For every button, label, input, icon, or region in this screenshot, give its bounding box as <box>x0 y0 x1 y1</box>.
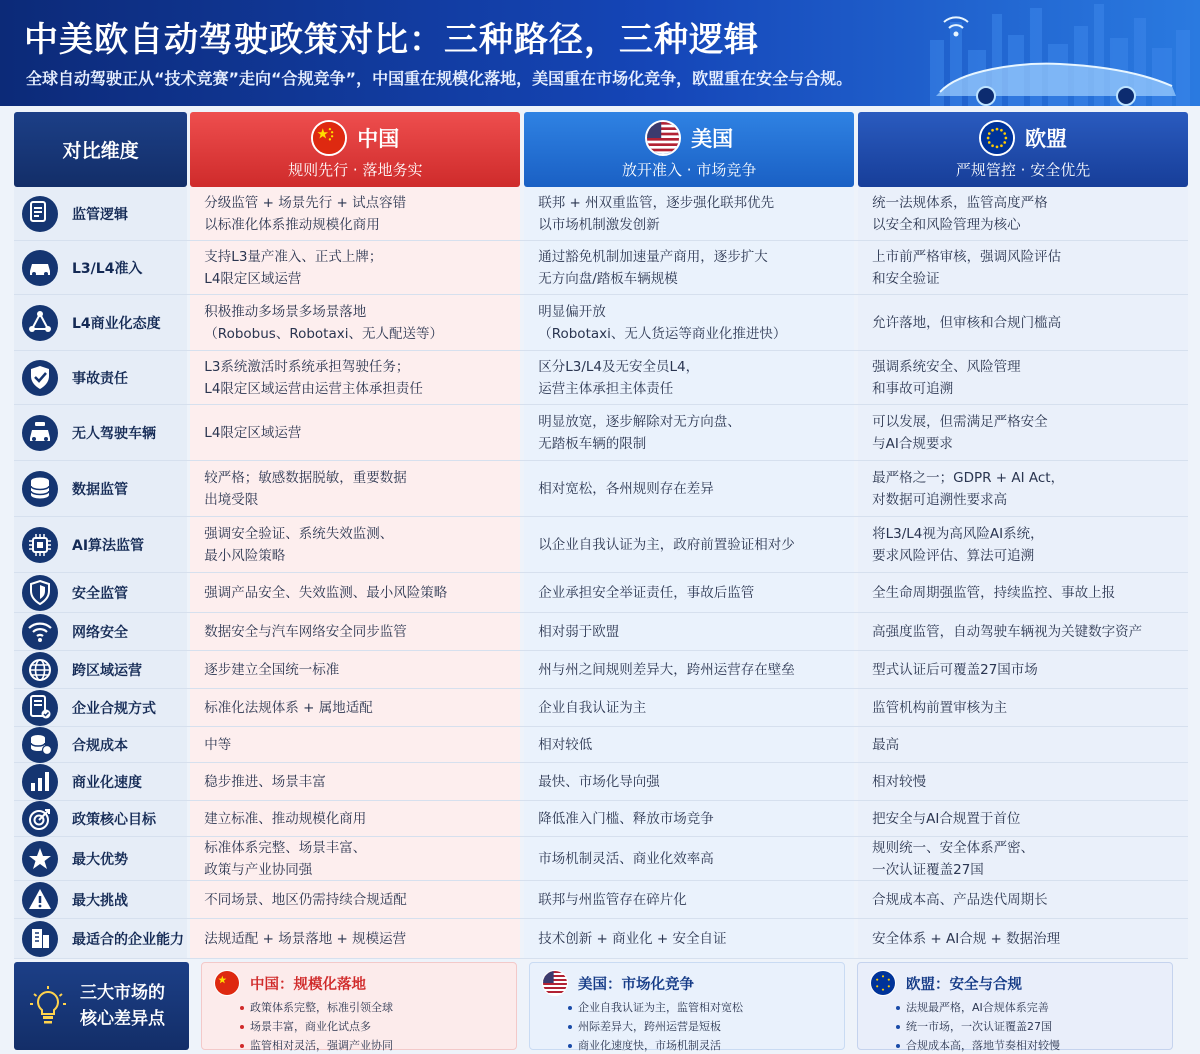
eu-cell: 将L3/L4视为高风险AI系统， 要求风险评估、算法可追溯 <box>858 517 1188 572</box>
table-header <box>14 112 1188 187</box>
dimension-label: L3/L4准入 <box>72 260 143 277</box>
dimension-label: L4商业化态度 <box>72 315 161 332</box>
table-row <box>14 689 1188 727</box>
table-row <box>14 837 1188 881</box>
eu-header <box>858 112 1188 187</box>
table-row <box>14 573 1188 613</box>
eu-cell: 全生命周期强监管，持续监控、事故上报 <box>858 573 1188 612</box>
usa-cell: 联邦 + 州双重监管，逐步强化联邦优先 以市场机制激发创新 <box>524 187 854 240</box>
dimension-label: 无人驾驶车辆 <box>72 425 156 442</box>
summary-heading-box <box>14 962 189 1050</box>
eu-cell: 把安全与AI合规置于首位 <box>858 801 1188 836</box>
eu-cell: 最严格之一；GDPR + AI Act， 对数据可追溯性要求高 <box>858 461 1188 516</box>
warning-icon <box>22 882 58 918</box>
dimension-cell <box>14 613 187 650</box>
building-icon <box>22 921 58 957</box>
table-row <box>14 651 1188 689</box>
china-cell: 分级监管 + 场景先行 + 试点容错 以标准化体系推动规模化商用 <box>190 187 520 240</box>
dimension-label: 事故责任 <box>72 370 128 387</box>
eu-cell: 规则统一、安全体系严密、 一次认证覆盖27国 <box>858 837 1188 880</box>
dimension-label: 合规成本 <box>72 737 128 754</box>
title-banner <box>0 0 1200 106</box>
china-cell: 建立标准、推动规模化商用 <box>190 801 520 836</box>
eu-cell: 可以发展，但需满足严格安全 与AI合规要求 <box>858 405 1188 460</box>
usa-summary-point: 企业自我认证为主，监管相对宽松 <box>568 998 834 1017</box>
summary-section <box>14 962 1188 1050</box>
dimension-cell <box>14 763 187 800</box>
star-icon <box>22 841 58 877</box>
eu-cell: 相对较慢 <box>858 763 1188 800</box>
usa-label: 美国 <box>691 126 734 151</box>
database-icon <box>22 471 58 507</box>
china-cell: 中等 <box>190 727 520 762</box>
dimension-cell <box>14 837 187 880</box>
china-summary-point: 监管相对灵活，强调产业协同 <box>240 1036 506 1054</box>
usa-cell: 市场机制灵活、商业化效率高 <box>524 837 854 880</box>
china-header <box>190 112 520 187</box>
summary-heading: 三大市场的 核心差异点 <box>80 983 165 1029</box>
china-cell: 法规适配 + 场景落地 + 规模运营 <box>190 919 520 958</box>
eu-flag-icon <box>979 120 1015 156</box>
dimension-label: 监管逻辑 <box>72 206 128 223</box>
china-cell: 支持L3量产准入、正式上牌； L4限定区域运营 <box>190 241 520 294</box>
usa-cell: 以企业自我认证为主，政府前置验证相对少 <box>524 517 854 572</box>
eu-summary-point: 合规成本高，落地节奏相对较慢 <box>896 1036 1162 1054</box>
dimension-label: 政策核心目标 <box>72 811 156 828</box>
bar-chart-icon <box>22 764 58 800</box>
table-row <box>14 351 1188 405</box>
dimension-cell <box>14 689 187 726</box>
usa-summary-point: 商业化速度快，市场机制灵活 <box>568 1036 834 1054</box>
dimension-cell <box>14 295 187 350</box>
usa-cell: 州与州之间规则差异大，跨州运营存在壁垒 <box>524 651 854 688</box>
dimension-cell <box>14 727 187 762</box>
eu-summary-title: 欧盟：安全与合规 <box>906 976 1022 993</box>
target-icon <box>22 801 58 837</box>
dimension-label: 商业化速度 <box>72 774 142 791</box>
dimension-cell <box>14 651 187 688</box>
china-cell: L3系统激活时系统承担驾驶任务； L4限定区域运营由运营主体承担责任 <box>190 351 520 404</box>
document-icon <box>22 196 58 232</box>
eu-cell: 上市前严格审核，强调风险评估 和安全验证 <box>858 241 1188 294</box>
china-flag-icon <box>214 970 240 996</box>
china-cell: 较严格；敏感数据脱敏，重要数据 出境受限 <box>190 461 520 516</box>
eu-flag-icon <box>870 970 896 996</box>
china-cell: 稳步推进、场景丰富 <box>190 763 520 800</box>
table-row <box>14 801 1188 837</box>
table-row <box>14 727 1188 763</box>
dimension-cell <box>14 919 187 958</box>
dimension-label: 数据监管 <box>72 481 128 498</box>
china-cell: 标准体系完整、场景丰富、 政策与产业协同强 <box>190 837 520 880</box>
driverless-car-icon <box>22 415 58 451</box>
page-title: 中美欧自动驾驶政策对比：三种路径，三种逻辑 <box>24 20 759 60</box>
dimension-cell <box>14 351 187 404</box>
usa-summary-point: 州际差异大，跨州运营是短板 <box>568 1017 834 1036</box>
eu-cell: 安全体系 + AI合规 + 数据治理 <box>858 919 1188 958</box>
usa-summary <box>529 962 845 1050</box>
usa-flag-icon <box>542 970 568 996</box>
china-cell: 逐步建立全国统一标准 <box>190 651 520 688</box>
china-summary-point: 政策体系完整，标准引领全球 <box>240 998 506 1017</box>
eu-summary-point: 统一市场，一次认证覆盖27国 <box>896 1017 1162 1036</box>
table-row <box>14 461 1188 517</box>
comparison-table <box>14 112 1188 959</box>
china-label: 中国 <box>357 126 400 151</box>
usa-cell: 降低准入门槛、释放市场竞争 <box>524 801 854 836</box>
table-body <box>14 187 1188 959</box>
network-icon <box>22 305 58 341</box>
usa-cell: 企业自我认证为主 <box>524 689 854 726</box>
dimension-label: 企业合规方式 <box>72 700 156 717</box>
eu-cell: 最高 <box>858 727 1188 762</box>
china-tagline: 规则先行 · 落地务实 <box>288 160 423 179</box>
usa-cell: 技术创新 + 商业化 + 安全自证 <box>524 919 854 958</box>
eu-cell: 监管机构前置审核为主 <box>858 689 1188 726</box>
eu-summary <box>857 962 1173 1050</box>
lightbulb-icon <box>30 986 66 1026</box>
usa-cell: 最快、市场化导向强 <box>524 763 854 800</box>
eu-cell: 统一法规体系，监管高度严格 以安全和风险管理为核心 <box>858 187 1188 240</box>
shield-check-icon <box>22 360 58 396</box>
usa-cell: 相对宽松，各州规则存在差异 <box>524 461 854 516</box>
compliance-doc-icon <box>22 690 58 726</box>
usa-tagline: 放开准入 · 市场竞争 <box>622 160 757 179</box>
page-subtitle: 全球自动驾驶正从“技术竞赛”走向“合规竞争”，中国重在规模化落地，美国重在市场化竞争，欧盟重在安全与合规。 <box>26 69 853 88</box>
china-cell: 积极推动多场景多场景落地 （Robobus、Robotaxi、无人配送等） <box>190 295 520 350</box>
china-cell: 标准化法规体系 + 属地适配 <box>190 689 520 726</box>
usa-flag-icon <box>645 120 681 156</box>
usa-cell: 明显放宽，逐步解除对无方向盘、 无踏板车辆的限制 <box>524 405 854 460</box>
dimension-label: 跨区域运营 <box>72 662 142 679</box>
chip-icon <box>22 527 58 563</box>
dimension-cell <box>14 405 187 460</box>
dimension-header: 对比维度 <box>14 112 187 187</box>
usa-summary-title: 美国：市场化竞争 <box>578 976 694 993</box>
dimension-label: 最大挑战 <box>72 892 128 909</box>
usa-cell: 企业承担安全举证责任，事故后监管 <box>524 573 854 612</box>
wifi-icon <box>22 614 58 650</box>
table-row <box>14 295 1188 351</box>
globe-icon <box>22 652 58 688</box>
dimension-label: 最适合的企业能力 <box>72 931 184 948</box>
table-row <box>14 517 1188 573</box>
china-cell: 数据安全与汽车网络安全同步监管 <box>190 613 520 650</box>
dimension-cell <box>14 187 187 240</box>
usa-cell: 联邦与州监管存在碎片化 <box>524 881 854 918</box>
eu-cell: 高强度监管，自动驾驶车辆视为关键数字资产 <box>858 613 1188 650</box>
usa-cell: 相对弱于欧盟 <box>524 613 854 650</box>
dimension-cell <box>14 517 187 572</box>
usa-cell: 区分L3/L4及无安全员L4， 运营主体承担主体责任 <box>524 351 854 404</box>
shield-icon <box>22 575 58 611</box>
dimension-label: 网络安全 <box>72 624 128 641</box>
eu-cell: 型式认证后可覆盖27国市场 <box>858 651 1188 688</box>
dimension-cell <box>14 573 187 612</box>
china-cell: 强调安全验证、系统失效监测、 最小风险策略 <box>190 517 520 572</box>
dimension-cell <box>14 801 187 836</box>
china-summary <box>201 962 517 1050</box>
dimension-cell <box>14 881 187 918</box>
usa-cell: 通过豁免机制加速量产商用，逐步扩大 无方向盘/踏板车辆规模 <box>524 241 854 294</box>
eu-cell: 允许落地，但审核和合规门槛高 <box>858 295 1188 350</box>
china-summary-title: 中国：规模化落地 <box>250 976 366 993</box>
table-row <box>14 187 1188 241</box>
table-row <box>14 613 1188 651</box>
usa-cell: 相对较低 <box>524 727 854 762</box>
coins-icon <box>22 727 58 763</box>
car-icon <box>22 250 58 286</box>
dimension-label: 安全监管 <box>72 585 128 602</box>
table-row <box>14 763 1188 801</box>
table-row <box>14 919 1188 959</box>
china-summary-point: 场景丰富，商业化试点多 <box>240 1017 506 1036</box>
dimension-cell <box>14 241 187 294</box>
eu-cell: 强调系统安全、风险管理 和事故可追溯 <box>858 351 1188 404</box>
skyline-car-illustration <box>900 0 1200 106</box>
china-cell: 不同场景、地区仍需持续合规适配 <box>190 881 520 918</box>
usa-header <box>524 112 854 187</box>
dimension-label: AI算法监管 <box>72 537 145 554</box>
table-row <box>14 241 1188 295</box>
china-cell: L4限定区域运营 <box>190 405 520 460</box>
usa-cell: 明显偏开放 （Robotaxi、无人货运等商业化推进快） <box>524 295 854 350</box>
eu-cell: 合规成本高、产品迭代周期长 <box>858 881 1188 918</box>
eu-label: 欧盟 <box>1025 126 1068 151</box>
dimension-cell <box>14 461 187 516</box>
eu-summary-point: 法规最严格，AI合规体系完善 <box>896 998 1162 1017</box>
table-row <box>14 405 1188 461</box>
china-cell: 强调产品安全、失效监测、最小风险策略 <box>190 573 520 612</box>
table-row <box>14 881 1188 919</box>
eu-tagline: 严规管控 · 安全优先 <box>955 160 1091 179</box>
dimension-label: 最大优势 <box>72 851 128 868</box>
china-flag-icon <box>311 120 347 156</box>
